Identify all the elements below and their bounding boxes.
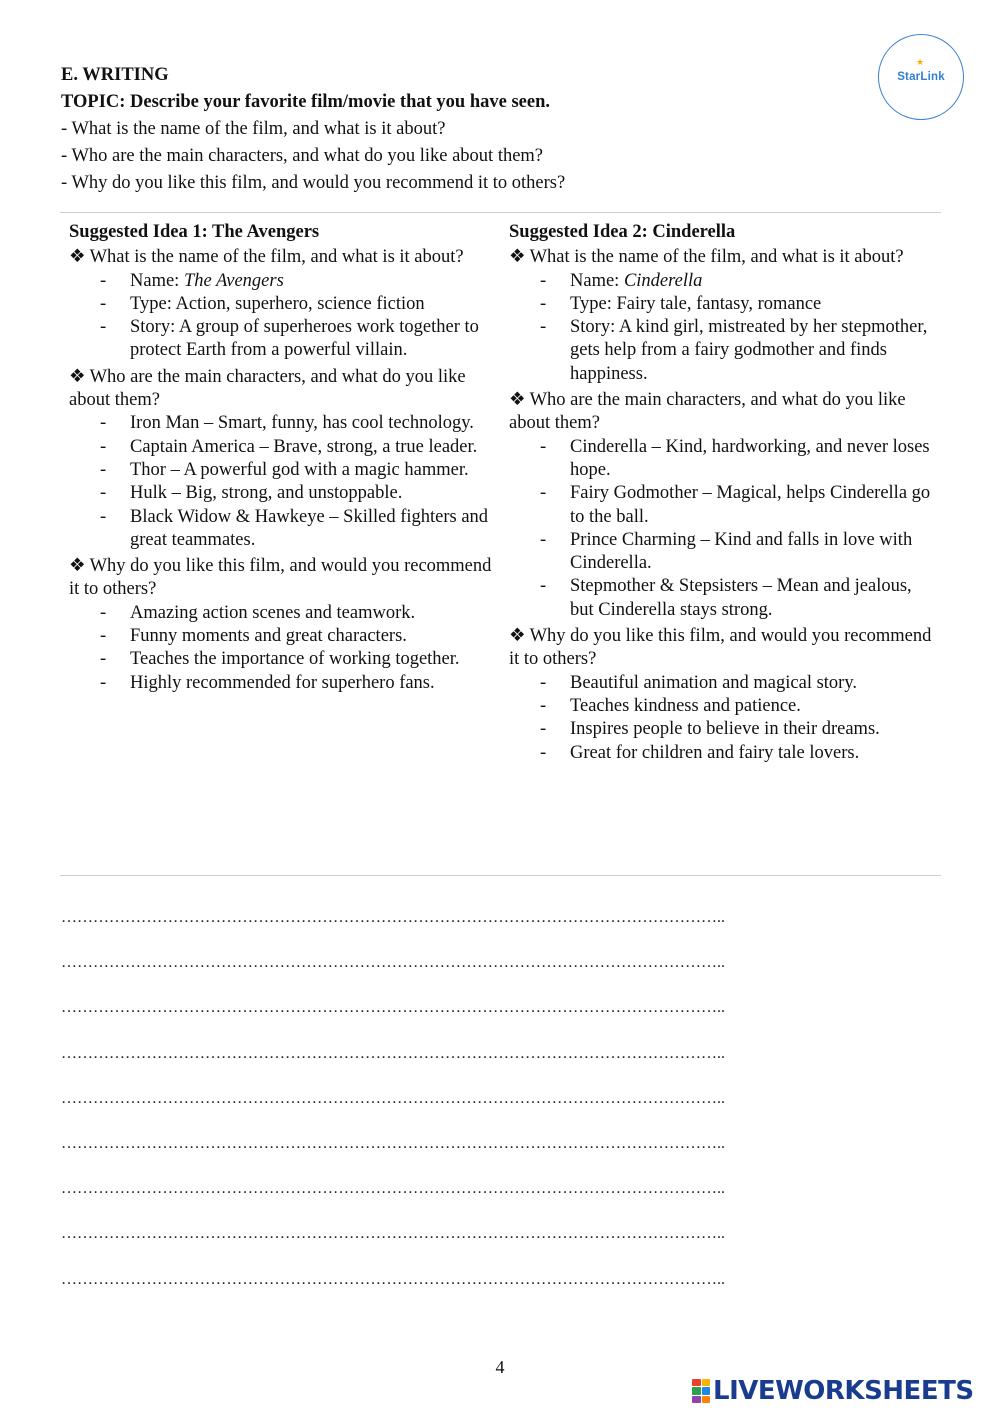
list-item: - Story: A group of superheroes work together to protect Earth from a powerful villain. (69, 316, 494, 363)
list-item: - Name: Cinderella (509, 270, 934, 293)
idea-1-reasons (69, 602, 494, 695)
guide-question-1: - What is the name of the film, and what is it about? (61, 119, 446, 139)
diamond-bullet-icon: ❖ (69, 556, 86, 577)
writing-line[interactable]: …………………………………………………………………………………………………………….. (61, 999, 725, 1017)
writing-area[interactable] (61, 895, 941, 1302)
idea-1-film-details (69, 270, 494, 363)
writing-line[interactable]: …………………………………………………………………………………………………………….. (61, 1180, 725, 1198)
top-divider (60, 212, 941, 213)
list-item: - Highly recommended for superhero fans. (69, 672, 494, 695)
list-item: - Thor – A powerful god with a magic hammer. (69, 459, 494, 482)
topic-title: TOPIC: Describe your favorite film/movie that you have seen. (61, 92, 550, 112)
list-item: - Cinderella – Kind, hardworking, and never loses hope. (509, 436, 934, 483)
writing-line[interactable]: …………………………………………………………………………………………………………….. (61, 1225, 725, 1243)
idea-1-question-1: ❖ What is the name of the film, and what is it about? (69, 247, 464, 268)
list-item: - Black Widow & Hawkeye – Skilled fighters and great teammates. (69, 506, 494, 553)
film-name: The Avengers (183, 270, 284, 291)
film-name: Cinderella (623, 270, 703, 291)
idea-1-column (69, 221, 494, 698)
page-number: 4 (495, 1357, 505, 1377)
writing-line[interactable]: …………………………………………………………………………………………………………….. (61, 909, 725, 926)
idea-2-reasons (509, 672, 934, 765)
diamond-bullet-icon: ❖ (69, 247, 86, 268)
list-item: - Fairy Godmother – Magical, helps Cinderella go to the ball. (509, 482, 934, 529)
writing-line[interactable]: …………………………………………………………………………………………………………….. (61, 1270, 725, 1288)
guide-question-3: - Why do you like this film, and would you recommend it to others? (61, 173, 566, 193)
list-item: - Teaches the importance of working together. (69, 648, 494, 671)
logo-text: StarLink (897, 71, 945, 83)
worksheet-header (61, 62, 861, 197)
list-item: - Funny moments and great characters. (69, 625, 494, 648)
idea-2-title: Suggested Idea 2: Cinderella (509, 222, 736, 242)
list-item: - Inspires people to believe in their dreams. (509, 718, 934, 741)
list-item: - Teaches kindness and patience. (509, 695, 934, 718)
list-item: - Captain America – Brave, strong, a true leader. (69, 436, 494, 459)
list-item: - Great for children and fairy tale lovers. (509, 742, 934, 765)
section-title: E. WRITING (61, 65, 169, 85)
idea-2-column (509, 221, 934, 768)
diamond-bullet-icon: ❖ (509, 247, 526, 268)
idea-1-question-2: ❖ Who are the main characters, and what do you like about them? (69, 366, 466, 411)
idea-2-question-2: ❖ Who are the main characters, and what do you like about them? (509, 390, 906, 434)
list-item: - Story: A kind girl, mistreated by her stepmother, gets help from a fairy godmother and finds happiness. (509, 316, 934, 386)
list-item: - Name: The Avengers (69, 270, 494, 293)
list-item: - Prince Charming – Kind and falls in love with Cinderella. (509, 529, 934, 576)
idea-2-characters (509, 436, 934, 622)
list-item: - Amazing action scenes and teamwork. (69, 602, 494, 625)
idea-2-question-3: ❖ Why do you like this film, and would you recommend it to others? (509, 626, 932, 670)
guide-question-2: - Who are the main characters, and what do you like about them? (61, 146, 544, 166)
bottom-divider (60, 875, 941, 876)
list-item: - Hulk – Big, strong, and unstoppable. (69, 482, 494, 505)
list-item: - Type: Action, superhero, science fiction (69, 293, 494, 316)
idea-1-title: Suggested Idea 1: The Avengers (69, 222, 320, 242)
diamond-bullet-icon: ❖ (509, 626, 526, 647)
list-item: - Iron Man – Smart, funny, has cool technology. (69, 412, 494, 435)
liveworksheets-icon (692, 1379, 710, 1403)
writing-line[interactable]: …………………………………………………………………………………………………………….. (61, 1089, 725, 1107)
star-icon: ★ (916, 57, 925, 67)
diamond-bullet-icon: ❖ (509, 390, 526, 411)
writing-line[interactable]: …………………………………………………………………………………………………………….. (61, 1044, 725, 1062)
list-item: - Stepmother & Stepsisters – Mean and jealous, but Cinderella stays strong. (509, 575, 934, 622)
list-item: - Type: Fairy tale, fantasy, romance (509, 293, 934, 316)
idea-1-question-3: ❖ Why do you like this film, and would you recommend it to others? (69, 556, 492, 600)
idea-2-film-details (509, 270, 934, 386)
list-item: - Beautiful animation and magical story. (509, 672, 934, 695)
idea-1-characters (69, 412, 494, 552)
writing-line[interactable]: …………………………………………………………………………………………………………….. (61, 954, 725, 972)
writing-line[interactable]: …………………………………………………………………………………………………………….. (61, 1134, 725, 1152)
idea-2-question-1: ❖ What is the name of the film, and what is it about? (509, 247, 904, 268)
liveworksheets-brand (692, 1376, 974, 1406)
liveworksheets-wordmark: LIVEWORKSHEETS (713, 1376, 974, 1406)
starlink-logo (878, 34, 964, 120)
diamond-bullet-icon: ❖ (69, 366, 86, 387)
